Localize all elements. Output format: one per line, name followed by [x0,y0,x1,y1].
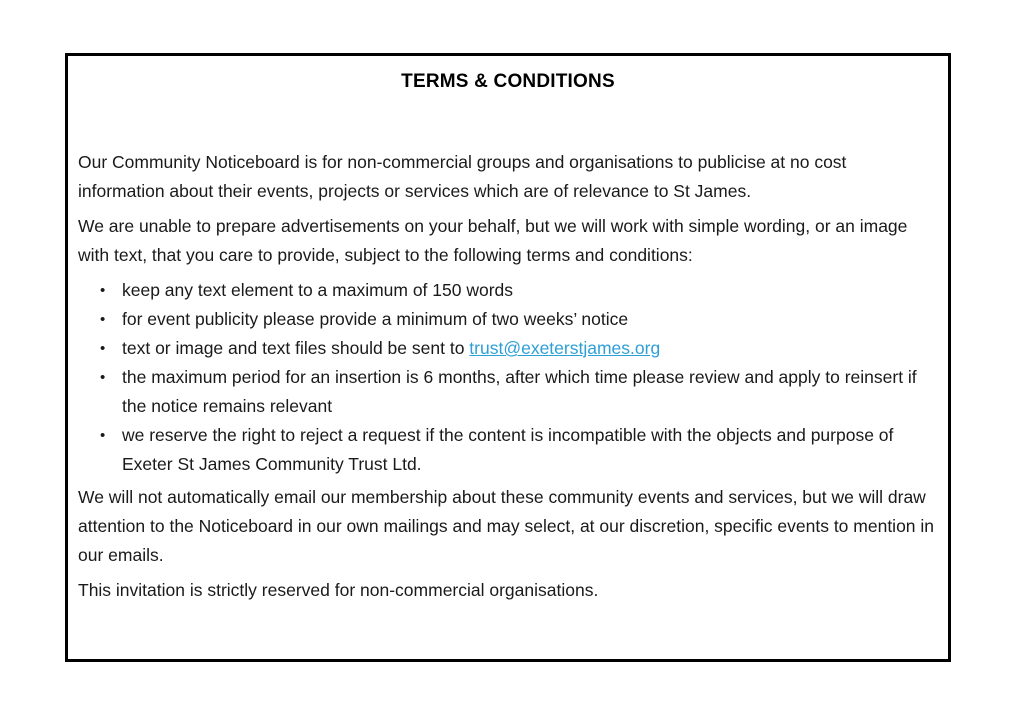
list-item-text: we reserve the right to reject a request if the content is incompatible with the objects and purpose of Exeter St James Community Trust Ltd. [122,425,894,474]
list-item [78,276,936,305]
list-item-text: keep any text element to a maximum of 150 words [122,280,514,300]
bullet-icon: • [100,311,106,328]
closing-paragraph: This invitation is strictly reserved for non-commercial organisations. [78,580,599,600]
terms-body [78,148,936,611]
terms-list [78,276,936,479]
terms-frame [65,53,951,662]
bullet-icon: • [100,369,106,386]
email-link[interactable]: trust@exeterstjames.org [469,338,661,358]
intro-paragraph: Our Community Noticeboard is for non-commercial groups and organisations to publicise at no cost information about their events, projects or services which are of relevance to St James. [78,152,847,201]
list-item-text: the maximum period for an insertion is 6 months, after which time please review and apply to reinsert if the notice remains relevant [122,367,917,416]
list-item [78,334,936,363]
prepare-paragraph: We are unable to prepare advertisements on your behalf, but we will work with simple wording, or an image with text, that you care to provide, subject to the following terms and conditions: [78,216,908,265]
list-item [78,305,936,334]
list-item-text: for event publicity please provide a minimum of two weeks’ notice [122,309,629,329]
list-item [78,363,936,421]
email-note-paragraph: We will not automatically email our membership about these community events and services, but we will draw attention to the Noticeboard in our own mailings and may select, at our discretion, specific events to mention in our emails. [78,487,935,565]
bullet-icon: • [100,427,106,444]
bullet-icon: • [100,282,106,299]
bullet-icon: • [100,340,106,357]
list-item [78,421,936,479]
page-title: TERMS & CONDITIONS [401,71,615,92]
list-item-text: text or image and text files should be sent to [122,338,470,358]
